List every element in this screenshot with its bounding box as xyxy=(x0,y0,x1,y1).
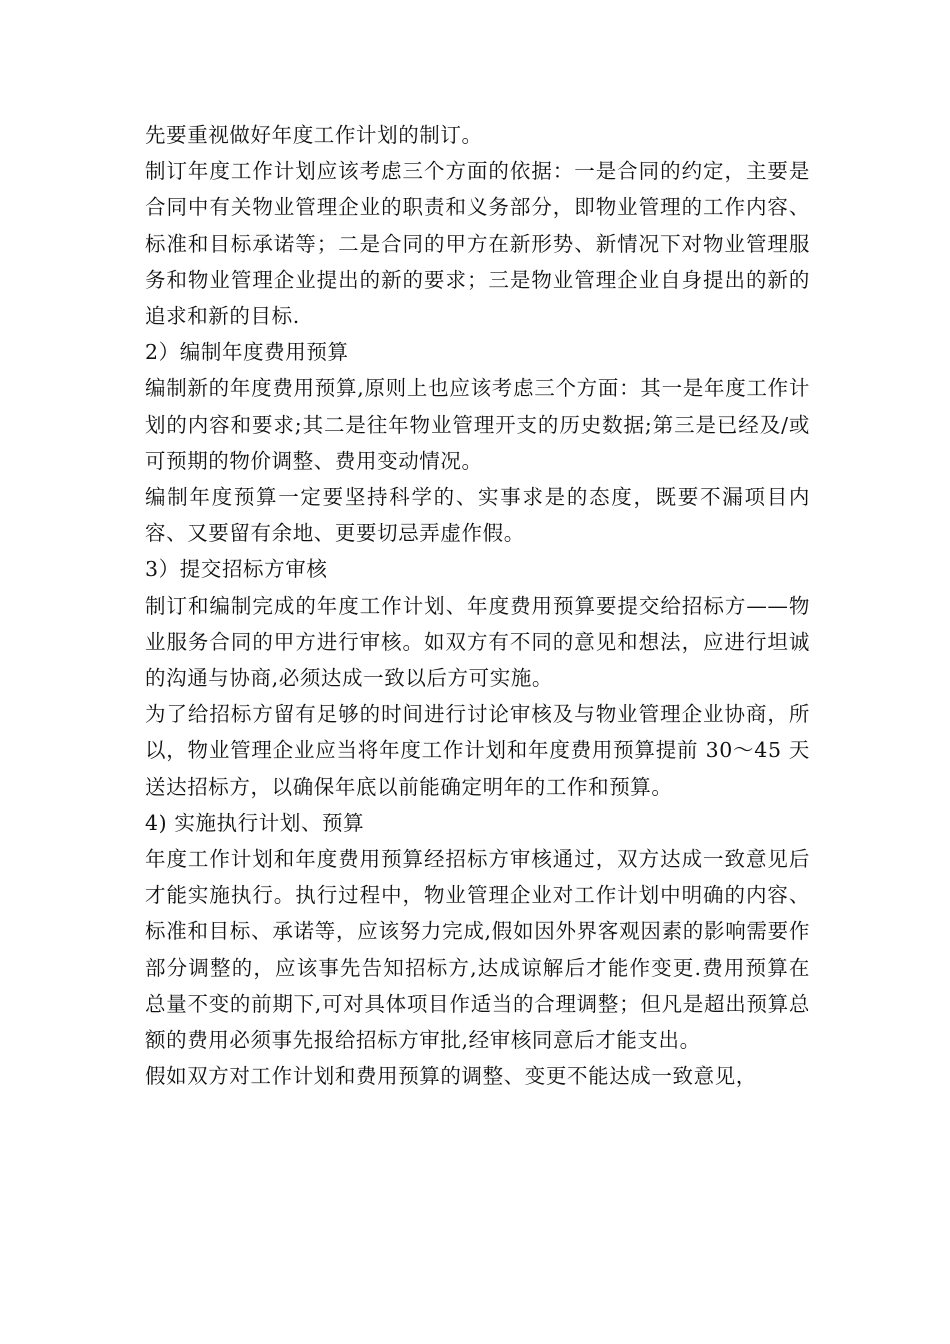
section-heading: 4) 实施执行计划、预算 xyxy=(145,810,365,835)
paragraph: 年度工作计划和年度费用预算经招标方审核通过，双方达成一致意见后才能实施执行。执行过程中，物业管理企业对工作计划中明确的内容、标准和目标、承诺等，应该努力完成,假如因外界客观因素的影响需要作部分调整的，应该事先告知招标方,达成谅解后才能作变更.费用预算在总量不变的前期下,可对具体项目作适当的合理调整；但凡是超出预算总额的费用必须事先报给招标方审批,经审核同意后才能支出。 xyxy=(145,847,810,1053)
paragraph: 编制新的年度费用预算,原则上也应该考虑三个方面：其一是年度工作计划的内容和要求;其二是往年物业管理开支的历史数据;第三是已经及/或可预期的物价调整、费用变动情况。 xyxy=(145,376,810,473)
section-heading: 2）编制年度费用预算 xyxy=(145,340,349,365)
paragraph: 假如双方对工作计划和费用预算的调整、变更不能达成一致意见， xyxy=(145,1064,757,1089)
paragraph: 制订和编制完成的年度工作计划、年度费用预算要提交给招标方——物业服务合同的甲方进行审核。如双方有不同的意见和想法，应进行坦诚的沟通与协商,必须达成一致以后方可实施。 xyxy=(145,593,810,691)
paragraph: 制订年度工作计划应该考虑三个方面的依据：一是合同的约定，主要是合同中有关物业管理企业的职责和义务部分，即物业管理的工作内容、标准和目标承诺等；二是合同的甲方在新形势、新情况下对物业管理服务和物业管理企业提出的新的要求；三是物业管理企业自身提出的新的追求和新的目标. xyxy=(145,159,810,329)
paragraph: 为了给招标方留有足够的时间进行讨论审核及与物业管理企业协商，所以，物业管理企业应当将年度工作计划和年度费用预算提前 30～45 天送达招标方，以确保年底以前能确定明年的工作和预算。 xyxy=(145,702,810,799)
document-body xyxy=(145,117,810,1094)
paragraph: 编制年度预算一定要坚持科学的、实事求是的态度，既要不漏项目内容、又要留有余地、更要切忌弄虚作假。 xyxy=(145,485,810,546)
paragraph: 先要重视做好年度工作计划的制订。 xyxy=(145,123,483,147)
section-heading: 3）提交招标方审核 xyxy=(145,557,328,582)
